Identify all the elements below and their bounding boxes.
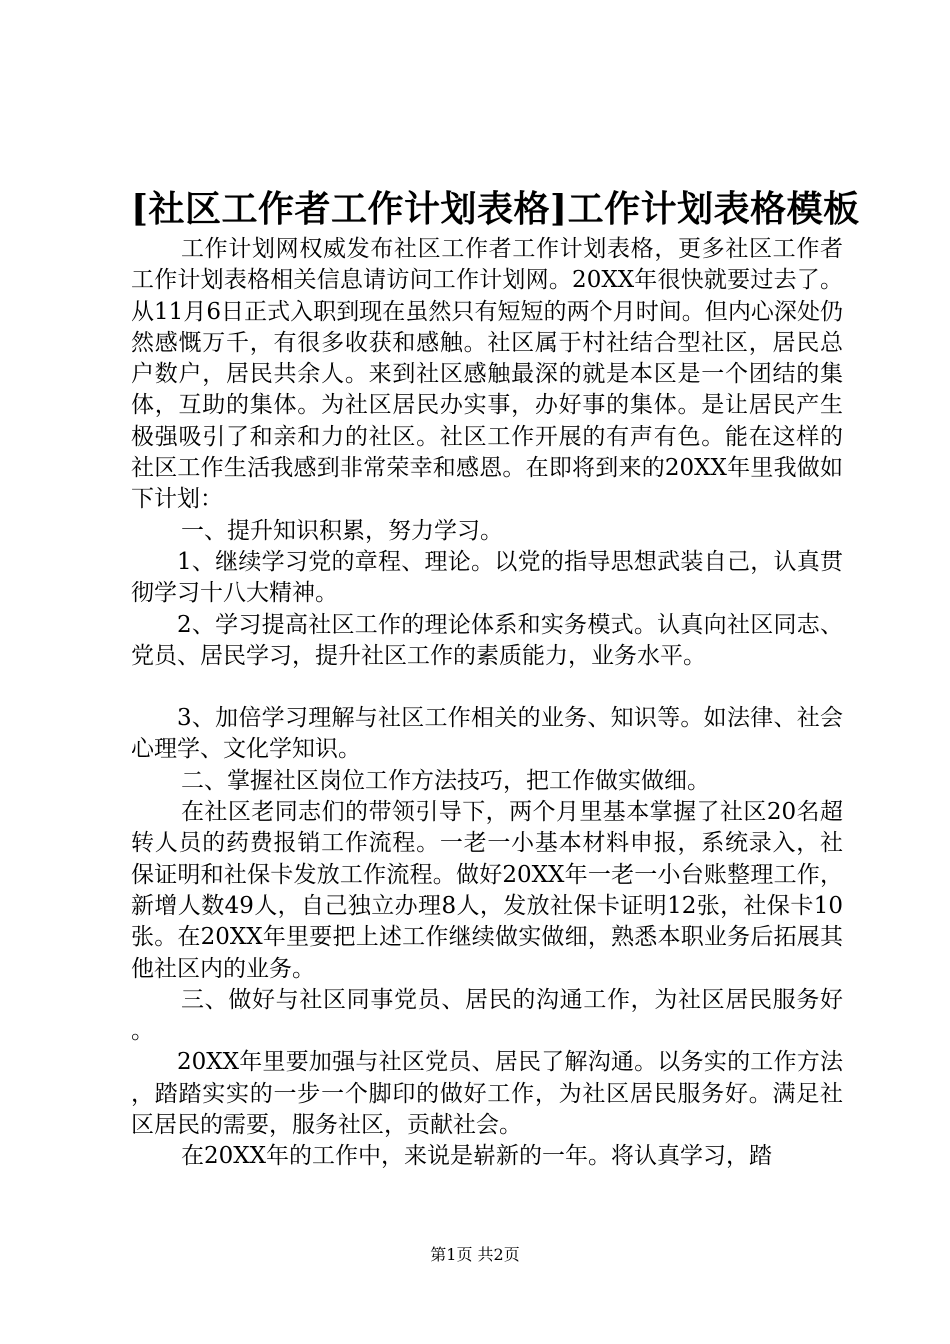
section-3-paragraph: 20XX年里要加强与社区党员、居民了解沟通。以务实的工作方法，踏踏实实的一步一个脚印的做好工作，为社区居民服务好。满足社区居民的需要，服务社区，贡献社会。 bbox=[131, 1049, 843, 1139]
document-body bbox=[131, 234, 843, 1173]
list-item-3: 3、加倍学习理解与社区工作相关的业务、知识等。如法律、社会心理学、文化学知识。 bbox=[131, 705, 843, 763]
section-heading-1: 一、提升知识积累，努力学习。 bbox=[181, 517, 503, 544]
list-item-2: 2、学习提高社区工作的理论体系和实务模式。认真向社区同志、党员、居民学习，提升社区工作的素质能力，业务水平。 bbox=[131, 611, 843, 669]
intro-paragraph: 工作计划网权威发布社区工作者工作计划表格，更多社区工作者工作计划表格相关信息请访问工作计划网。20XX年很快就要过去了。从11月6日正式入职到现在虽然只有短短的两个月时间。但内心深处仍然感慨万千，有很多收获和感触。社区属于村社结合型社区，居民总户数户，居民共余人。来到社区感触最深的就是本区是一个团结的集体，互助的集体。为社区居民办实事，办好事的集体。是让居民产生极强吸引了和亲和力的社区。社区工作开展的有声有色。能在这样的社区工作生活我感到非常荣幸和感恩。在即将到来的20XX年里我做如下计划： bbox=[131, 236, 843, 513]
page-footer: 第1页 共2页 bbox=[430, 1245, 520, 1264]
list-item-1: 1、继续学习党的章程、理论。以党的指导思想武装自己，认真贯彻学习十八大精神。 bbox=[131, 548, 843, 607]
section-heading-3: 三、做好与社区同事党员、居民的沟通工作，为社区居民服务好。 bbox=[131, 986, 843, 1045]
section-heading-2: 二、掌握社区岗位工作方法技巧，把工作做实做细。 bbox=[181, 767, 710, 794]
closing-paragraph: 在20XX年的工作中，来说是崭新的一年。将认真学习，踏 bbox=[181, 1143, 773, 1170]
section-2-paragraph: 在社区老同志们的带领引导下，两个月里基本掌握了社区20名超转人员的药费报销工作流程。一老一小基本材料申报，系统录入，社保证明和社保卡发放工作流程。做好20XX年一老一小台账整理工作，新增人数49人，自己独立办理8人，发放社保卡证明12张，社保卡10张。在20XX年里要把上述工作继续做实做细，熟悉本职业务后拓展其他社区内的业务。 bbox=[131, 799, 843, 982]
document-title: [社区工作者工作计划表格]工作计划表格模板 bbox=[131, 188, 860, 230]
